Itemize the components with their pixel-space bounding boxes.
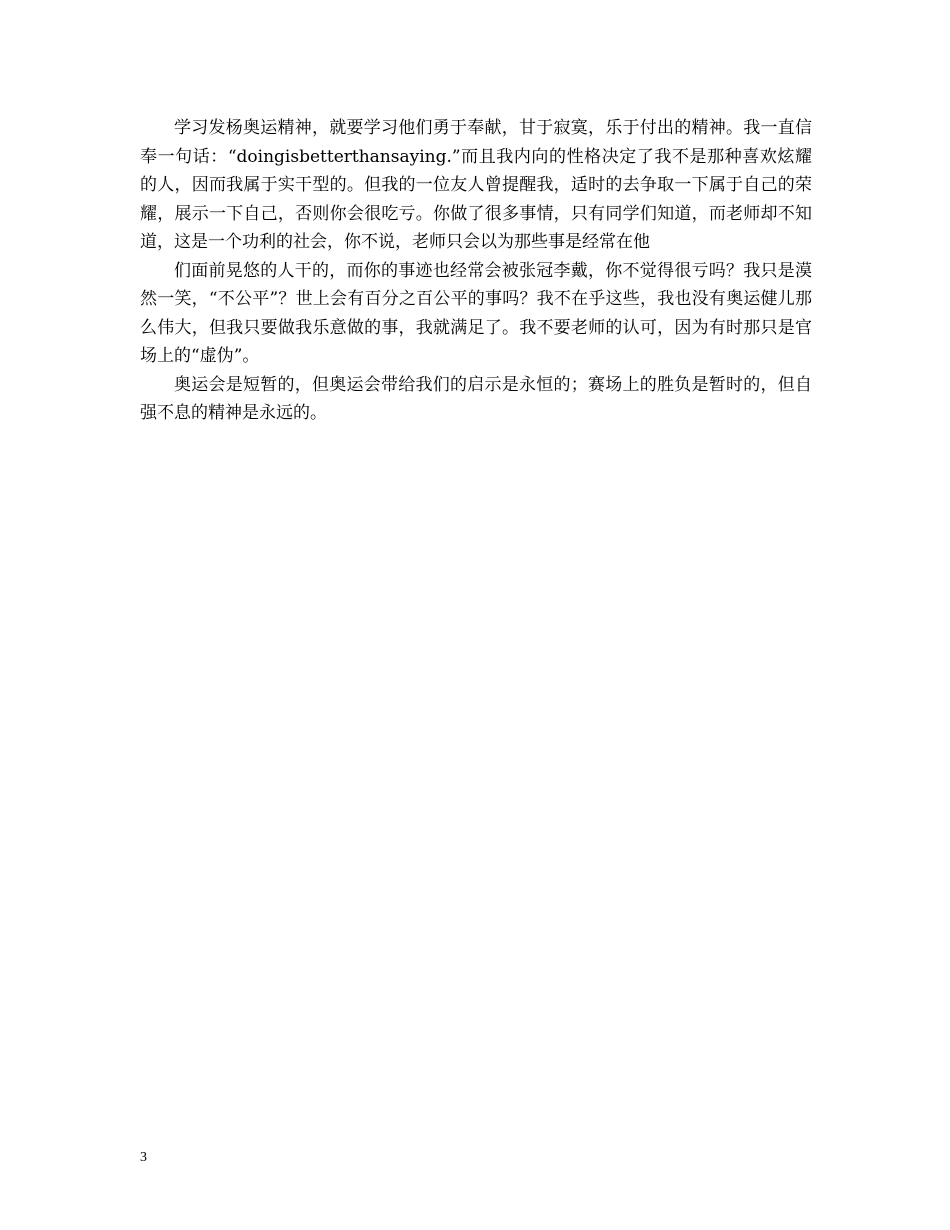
paragraph-1: 学习发杨奥运精神，就要学习他们勇于奉献，甘于寂寞，乐于付出的精神。我一直信奉一句话：“doingisbetterthansaying.”而且我内向的性格决定了我不是那种喜欢炫耀的人，因而我属于实干型的。但我的一位友人曾提醒我，适时的去争取一下属于自己的荣耀，展示一下自己，否则你会很吃亏。你做了很多事情，只有同学们知道，而老师却不知道，这是一个功利的社会，你不说，老师只会以为那些事是经常在他	[140, 118, 812, 252]
document-body	[140, 114, 812, 428]
page-number: 3	[140, 1150, 147, 1165]
paragraph-2: 们面前晃悠的人干的，而你的事迹也经常会被张冠李戴，你不觉得很亏吗？我只是漠然一笑，“不公平”？世上会有百分之百公平的事吗？我不在乎这些，我也没有奥运健儿那么伟大，但我只要做我乐意做的事，我就满足了。我不要老师的认可，因为有时那只是官场上的“虚伪”。	[140, 260, 812, 366]
paragraph-3: 奥运会是短暂的，但奥运会带给我们的启示是永恒的；赛场上的胜负是暂时的，但自强不息的精神是永远的。	[140, 374, 812, 423]
